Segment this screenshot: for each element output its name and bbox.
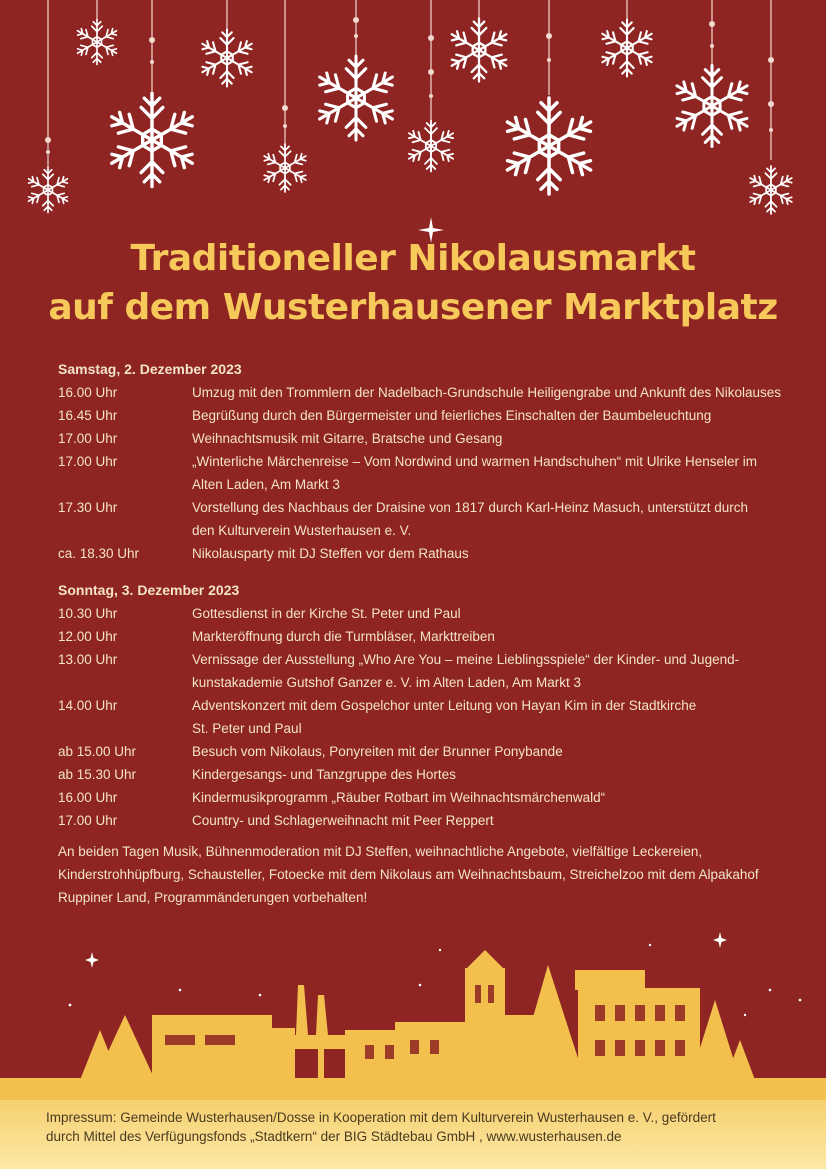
- event-description: kunstakademie Gutshof Ganzer e. V. im Alten Laden, Am Markt 3: [192, 675, 581, 690]
- event-description: Country- und Schlagerweihnacht mit Peer Reppert: [192, 813, 494, 828]
- event-time: 14.00 Uhr: [58, 698, 118, 713]
- event-time: 17.00 Uhr: [58, 431, 118, 446]
- star-sparkle-icon: [713, 932, 727, 948]
- event-description: Umzug mit den Trommlern der Nadelbach-Grundschule Heiligengrabe und Ankunft des Nikolauses: [192, 385, 782, 400]
- footer-impressum: [0, 1100, 826, 1169]
- event-time: ab 15.30 Uhr: [58, 767, 137, 782]
- title-line-1: Traditioneller Nikolausmarkt: [130, 238, 696, 279]
- event-description: Markteröffnung durch die Turmbläser, Markttreiben: [192, 629, 495, 644]
- event-time: 12.00 Uhr: [58, 629, 118, 644]
- event-description: Weihnachtsmusik mit Gitarre, Bratsche und Gesang: [192, 431, 503, 446]
- event-time: 10.30 Uhr: [58, 606, 118, 621]
- event-time: 17.00 Uhr: [58, 813, 118, 828]
- event-description: Kindermusikprogramm „Räuber Rotbart im Weihnachtsmärchenwald“: [192, 790, 606, 805]
- event-time: 13.00 Uhr: [58, 652, 118, 667]
- footer-line: Impressum: Gemeinde Wusterhausen/Dosse in Kooperation mit dem Kulturverein Wusterhausen e. V., gefördert: [46, 1110, 716, 1125]
- event-time: ab 15.00 Uhr: [58, 744, 137, 759]
- event-description: St. Peter und Paul: [192, 721, 302, 736]
- title-line-2: auf dem Wusterhausener Marktplatz: [48, 287, 778, 328]
- day-heading: Samstag, 2. Dezember 2023: [58, 361, 242, 377]
- event-description: Nikolausparty mit DJ Steffen vor dem Rathaus: [192, 546, 469, 561]
- event-description: den Kulturverein Wusterhausen e. V.: [192, 523, 412, 538]
- event-description: Begrüßung durch den Bürgermeister und feierliches Einschalten der Baumbeleuchtung: [192, 408, 712, 423]
- note-line: Ruppiner Land, Programmänderungen vorbehalten!: [58, 890, 368, 905]
- note-line: Kinderstrohhüpfburg, Schausteller, Fotoecke mit dem Nikolaus am Weihnachtsbaum, Streichelzoo mit dem Alpakahof: [58, 867, 759, 882]
- event-time: 16.00 Uhr: [58, 790, 118, 805]
- event-description: Alten Laden, Am Markt 3: [192, 477, 340, 492]
- note-line: An beiden Tagen Musik, Bühnenmoderation mit DJ Steffen, weihnachtliche Angebote, vielfältige Leckereien,: [58, 844, 703, 859]
- event-description: „Winterliche Märchenreise – Vom Nordwind und warmen Handschuhen“ mit Ulrike Henseler im: [192, 454, 757, 469]
- event-time: 16.00 Uhr: [58, 385, 118, 400]
- event-time: 16.45 Uhr: [58, 408, 118, 423]
- event-description: Vorstellung des Nachbaus der Draisine von 1817 durch Karl-Heinz Masuch, unterstützt durch: [192, 500, 749, 515]
- event-time: 17.00 Uhr: [58, 454, 118, 469]
- event-description: Adventskonzert mit dem Gospelchor unter Leitung von Hayan Kim in der Stadtkirche: [192, 698, 697, 713]
- event-description: Kindergesangs- und Tanzgruppe des Hortes: [192, 767, 456, 782]
- day-heading: Sonntag, 3. Dezember 2023: [58, 582, 240, 598]
- event-time: 17.30 Uhr: [58, 500, 118, 515]
- footer-line: durch Mittel des Verfügungsfonds „Stadtkern“ der BIG Städtebau GmbH , www.wusterhausen.de: [46, 1129, 622, 1144]
- event-description: Vernissage der Ausstellung „Who Are You – meine Lieblingsspiele“ der Kinder- und Jugend-: [192, 652, 740, 667]
- event-time: ca. 18.30 Uhr: [58, 546, 140, 561]
- event-description: Gottesdienst in der Kirche St. Peter und Paul: [192, 606, 461, 621]
- event-description: Besuch vom Nikolaus, Ponyreiten mit der Brunner Ponybande: [192, 744, 563, 759]
- star-sparkle-icon: [85, 952, 99, 968]
